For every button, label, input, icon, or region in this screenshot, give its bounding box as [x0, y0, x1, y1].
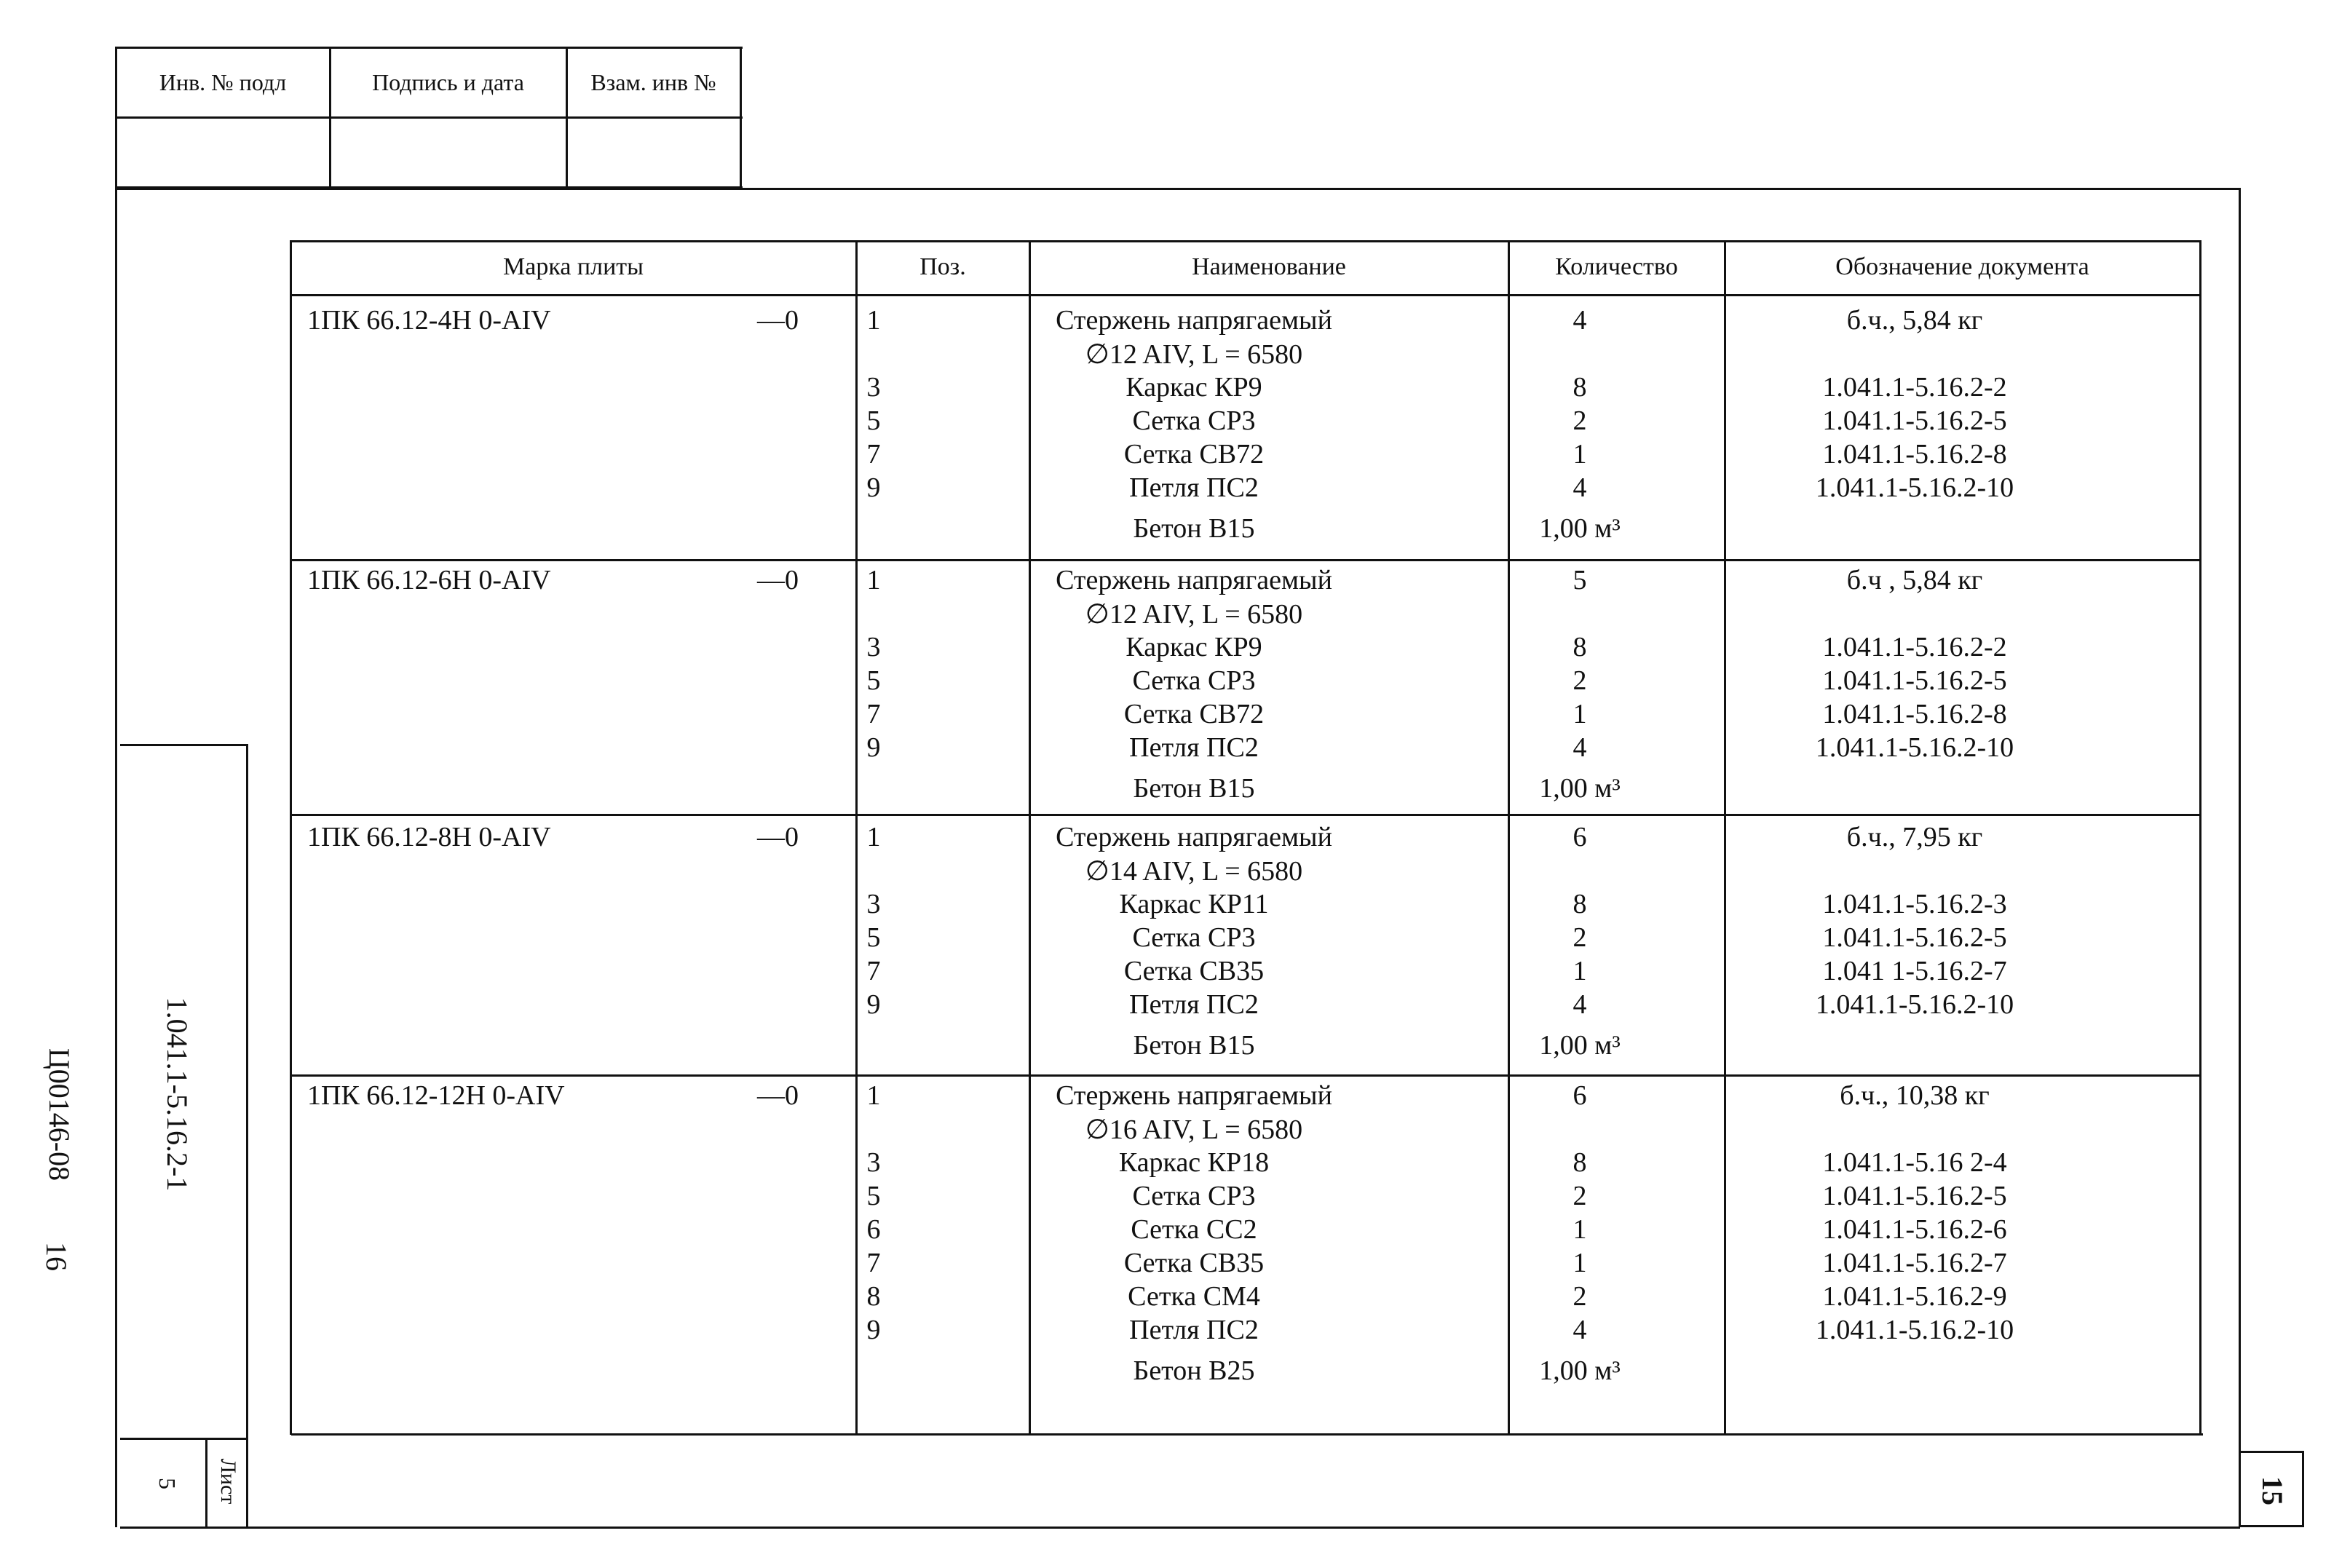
name-cell: Стержень напрягаемый: [1056, 305, 1332, 336]
position-cell: 3: [866, 372, 881, 403]
name-cell: Стержень напрягаемый: [1056, 822, 1332, 852]
name-cell: Сетка СР3: [1132, 405, 1256, 436]
table-row: [291, 698, 2199, 732]
name-cell: Петля ПС2: [1129, 732, 1259, 763]
quantity-cell: 2: [1572, 665, 1587, 696]
table-row: [291, 598, 2199, 631]
sheet-divider: [205, 1438, 207, 1527]
quantity-cell: 2: [1572, 1281, 1587, 1312]
slab-mark: 1ПК 66.12-4Н 0-AIV: [307, 305, 551, 336]
table-row: [291, 989, 2199, 1022]
concrete-class: Бетон В25: [1133, 1355, 1255, 1386]
name-cell: Каркас КР9: [1125, 632, 1262, 662]
frame-right: [2239, 188, 2241, 1527]
table-row: [291, 405, 2199, 438]
stamp-header-inv: Инв. № подл: [159, 68, 287, 95]
position-cell: 5: [866, 1181, 881, 1211]
header-pos: Поз.: [919, 253, 966, 280]
frame-left: [115, 188, 117, 1527]
quantity-cell: 6: [1572, 822, 1587, 852]
document-cell: 1.041.1-5.16.2-10: [1815, 989, 2014, 1020]
table-row: [291, 922, 2199, 955]
table-row: [291, 821, 2199, 855]
document-cell: 1.041.1-5.16.2-7: [1822, 1248, 2007, 1278]
concrete-volume: 1,00 м³: [1539, 1030, 1621, 1061]
table-row: [291, 1113, 2199, 1147]
concrete-class: Бетон В15: [1133, 1030, 1255, 1061]
name-cell: Петля ПС2: [1129, 472, 1259, 503]
position-cell: 8: [866, 1281, 881, 1312]
quantity-cell: 1: [1572, 1214, 1587, 1245]
name-cell: Сетка СР3: [1132, 665, 1256, 696]
name-cell: Каркас КР18: [1118, 1147, 1270, 1178]
document-cell: 1.041.1-5.16.2-6: [1822, 1214, 2007, 1245]
position-cell: 1: [866, 565, 881, 595]
quantity-cell: 6: [1572, 1080, 1587, 1111]
document-cell: 1.041 1-5.16.2-7: [1822, 956, 2007, 986]
quantity-cell: 8: [1572, 372, 1587, 403]
page-box-top: [2239, 1451, 2304, 1453]
quantity-cell: 1: [1572, 1248, 1587, 1278]
table-row: [291, 1280, 2199, 1314]
stamp-border-right: [740, 47, 742, 188]
name-cell: Сетка СМ4: [1128, 1281, 1260, 1312]
slab-mark-suffix: —0: [757, 305, 799, 336]
slab-mark: 1ПК 66.12-6Н 0-AIV: [307, 565, 551, 595]
frame-top: [115, 188, 2241, 190]
quantity-cell: 4: [1572, 732, 1587, 763]
slab-mark: 1ПК 66.12-8Н 0-AIV: [307, 822, 551, 852]
position-cell: 3: [866, 632, 881, 662]
table-row: [291, 371, 2199, 405]
position-cell: 7: [866, 439, 881, 470]
table-row: [291, 1314, 2199, 1347]
name-cell: Каркас КР9: [1125, 372, 1262, 403]
document-cell: 1.041.1-5.16.2-10: [1815, 732, 2014, 763]
document-cell: 1.041.1-5.16.2-8: [1822, 699, 2007, 729]
name-cell: Петля ПС2: [1129, 1315, 1259, 1345]
header-quantity: Количество: [1555, 253, 1678, 280]
position-cell: 9: [866, 472, 881, 503]
name-cell: Стержень напрягаемый: [1056, 565, 1332, 595]
concrete-volume: 1,00 м³: [1539, 773, 1621, 804]
name-cell: Стержень напрягаемый: [1056, 1080, 1332, 1111]
name-cell: Сетка СВ35: [1123, 1248, 1265, 1278]
quantity-cell: 2: [1572, 1181, 1587, 1211]
stamp-header-replace: Взам. инв №: [590, 68, 716, 95]
table-row: [291, 855, 2199, 888]
table-row: [291, 732, 2199, 765]
document-cell: 1.041.1-5.16 2-4: [1822, 1147, 2007, 1178]
position-cell: 5: [866, 922, 881, 953]
position-cell: 3: [866, 1147, 881, 1178]
group-divider-1: [290, 559, 2200, 561]
quantity-cell: 2: [1572, 922, 1587, 953]
document-cell: 1.041.1-5.16.2-5: [1822, 665, 2007, 696]
table-row: [291, 1247, 2199, 1280]
position-cell: 7: [866, 1248, 881, 1278]
group-divider-2: [290, 814, 2200, 816]
table-row: [291, 338, 2199, 371]
position-cell: 5: [866, 405, 881, 436]
side-block-right: [246, 744, 248, 1527]
quantity-cell: 8: [1572, 1147, 1587, 1178]
name-cell: ∅12 AIV, L = 6580: [1085, 599, 1303, 630]
document-cell: 1.041.1-5.16.2-5: [1822, 922, 2007, 953]
slab-mark-suffix: —0: [757, 822, 799, 852]
name-cell: Сетка СВ72: [1123, 439, 1265, 470]
archive-code: Ц00146-08: [43, 1048, 76, 1181]
position-cell: 3: [866, 889, 881, 919]
name-cell: Сетка СР3: [1132, 1181, 1256, 1211]
table-bottom: [291, 1433, 2203, 1436]
archive-number: 16: [40, 1242, 73, 1271]
group-divider-3: [290, 1074, 2200, 1077]
slab-mark-suffix: —0: [757, 1080, 799, 1111]
quantity-cell: 1: [1572, 699, 1587, 729]
stamp-header-signature: Подпись и дата: [372, 68, 524, 95]
sheet-top: [120, 1438, 247, 1440]
table-row: [291, 1213, 2199, 1247]
position-cell: 9: [866, 989, 881, 1020]
position-cell: 5: [866, 665, 881, 696]
concrete-volume: 1,00 м³: [1539, 513, 1621, 544]
sheet-label: Лист: [216, 1458, 240, 1505]
table-row: [291, 1180, 2199, 1213]
quantity-cell: 4: [1572, 472, 1587, 503]
name-cell: Каркас КР11: [1119, 889, 1269, 919]
position-cell: 1: [866, 305, 881, 336]
table-row: [291, 888, 2199, 922]
quantity-cell: 8: [1572, 889, 1587, 919]
position-cell: 1: [866, 822, 881, 852]
document-cell: б.ч , 5,84 кг: [1846, 565, 1983, 595]
document-cell: б.ч., 5,84 кг: [1846, 305, 1983, 336]
table-right: [2199, 240, 2201, 1435]
document-cell: 1.041.1-5.16.2-2: [1822, 632, 2007, 662]
quantity-cell: 4: [1572, 305, 1587, 336]
name-cell: Петля ПС2: [1129, 989, 1259, 1020]
table-header-bottom: [290, 294, 2200, 296]
concrete-class: Бетон В15: [1133, 513, 1255, 544]
table-row: [291, 564, 2199, 598]
slab-mark: 1ПК 66.12-12Н 0-AIV: [307, 1080, 565, 1111]
name-cell: Сетка СВ72: [1123, 699, 1265, 729]
name-cell: Сетка СС2: [1131, 1214, 1257, 1245]
document-cell: 1.041.1-5.16.2-5: [1822, 405, 2007, 436]
document-cell: 1.041.1-5.16.2-10: [1815, 472, 2014, 503]
page-number: 15: [2256, 1476, 2289, 1505]
quantity-cell: 8: [1572, 632, 1587, 662]
quantity-cell: 2: [1572, 405, 1587, 436]
document-cell: 1.041.1-5.16.2-10: [1815, 1315, 2014, 1345]
quantity-cell: 1: [1572, 439, 1587, 470]
frame-bottom: [120, 1527, 2240, 1529]
position-cell: 9: [866, 1315, 881, 1345]
document-cell: 1.041.1-5.16.2-3: [1822, 889, 2007, 919]
table-row: [291, 304, 2199, 338]
header-name: Наименование: [1192, 253, 1346, 280]
quantity-cell: 4: [1572, 989, 1587, 1020]
document-cell: 1.041.1-5.16.2-2: [1822, 372, 2007, 403]
name-cell: ∅16 AIV, L = 6580: [1085, 1114, 1303, 1145]
document-cell: б.ч., 10,38 кг: [1840, 1080, 1990, 1111]
table-row: [291, 472, 2199, 505]
concrete-row: [291, 1355, 2199, 1388]
document-cell: 1.041.1-5.16.2-9: [1822, 1281, 2007, 1312]
document-cell: б.ч., 7,95 кг: [1846, 822, 1983, 852]
page-box-bottom: [2239, 1525, 2304, 1527]
side-block-top: [120, 744, 247, 746]
name-cell: ∅12 AIV, L = 6580: [1085, 339, 1303, 370]
position-cell: 9: [866, 732, 881, 763]
concrete-volume: 1,00 м³: [1539, 1355, 1621, 1386]
header-mark: Марка плиты: [503, 253, 644, 280]
table-row: [291, 955, 2199, 989]
table-row: [291, 665, 2199, 698]
slab-mark-suffix: —0: [757, 565, 799, 595]
document-cell: 1.041.1-5.16.2-5: [1822, 1181, 2007, 1211]
page-box-right: [2302, 1451, 2304, 1527]
concrete-row: [291, 772, 2199, 806]
concrete-row: [291, 1029, 2199, 1063]
table-row: [291, 1147, 2199, 1180]
stamp-divider: [115, 116, 743, 119]
name-cell: Сетка СВ35: [1123, 956, 1265, 986]
position-cell: 7: [866, 956, 881, 986]
side-doc-code: 1.041.1-5.16.2-1: [161, 997, 194, 1192]
table-row: [291, 438, 2199, 472]
concrete-class: Бетон В15: [1133, 773, 1255, 804]
table-row: [291, 1080, 2199, 1113]
document-cell: 1.041.1-5.16.2-8: [1822, 439, 2007, 470]
header-document: Обозначение документа: [1835, 253, 2089, 280]
position-cell: 6: [866, 1214, 881, 1245]
concrete-row: [291, 512, 2199, 546]
quantity-cell: 4: [1572, 1315, 1587, 1345]
name-cell: Сетка СР3: [1132, 922, 1256, 953]
table-row: [291, 631, 2199, 665]
quantity-cell: 1: [1572, 956, 1587, 986]
quantity-cell: 5: [1572, 565, 1587, 595]
position-cell: 1: [866, 1080, 881, 1111]
name-cell: ∅14 AIV, L = 6580: [1085, 856, 1303, 887]
sheet-number: 5: [154, 1478, 181, 1489]
position-cell: 7: [866, 699, 881, 729]
